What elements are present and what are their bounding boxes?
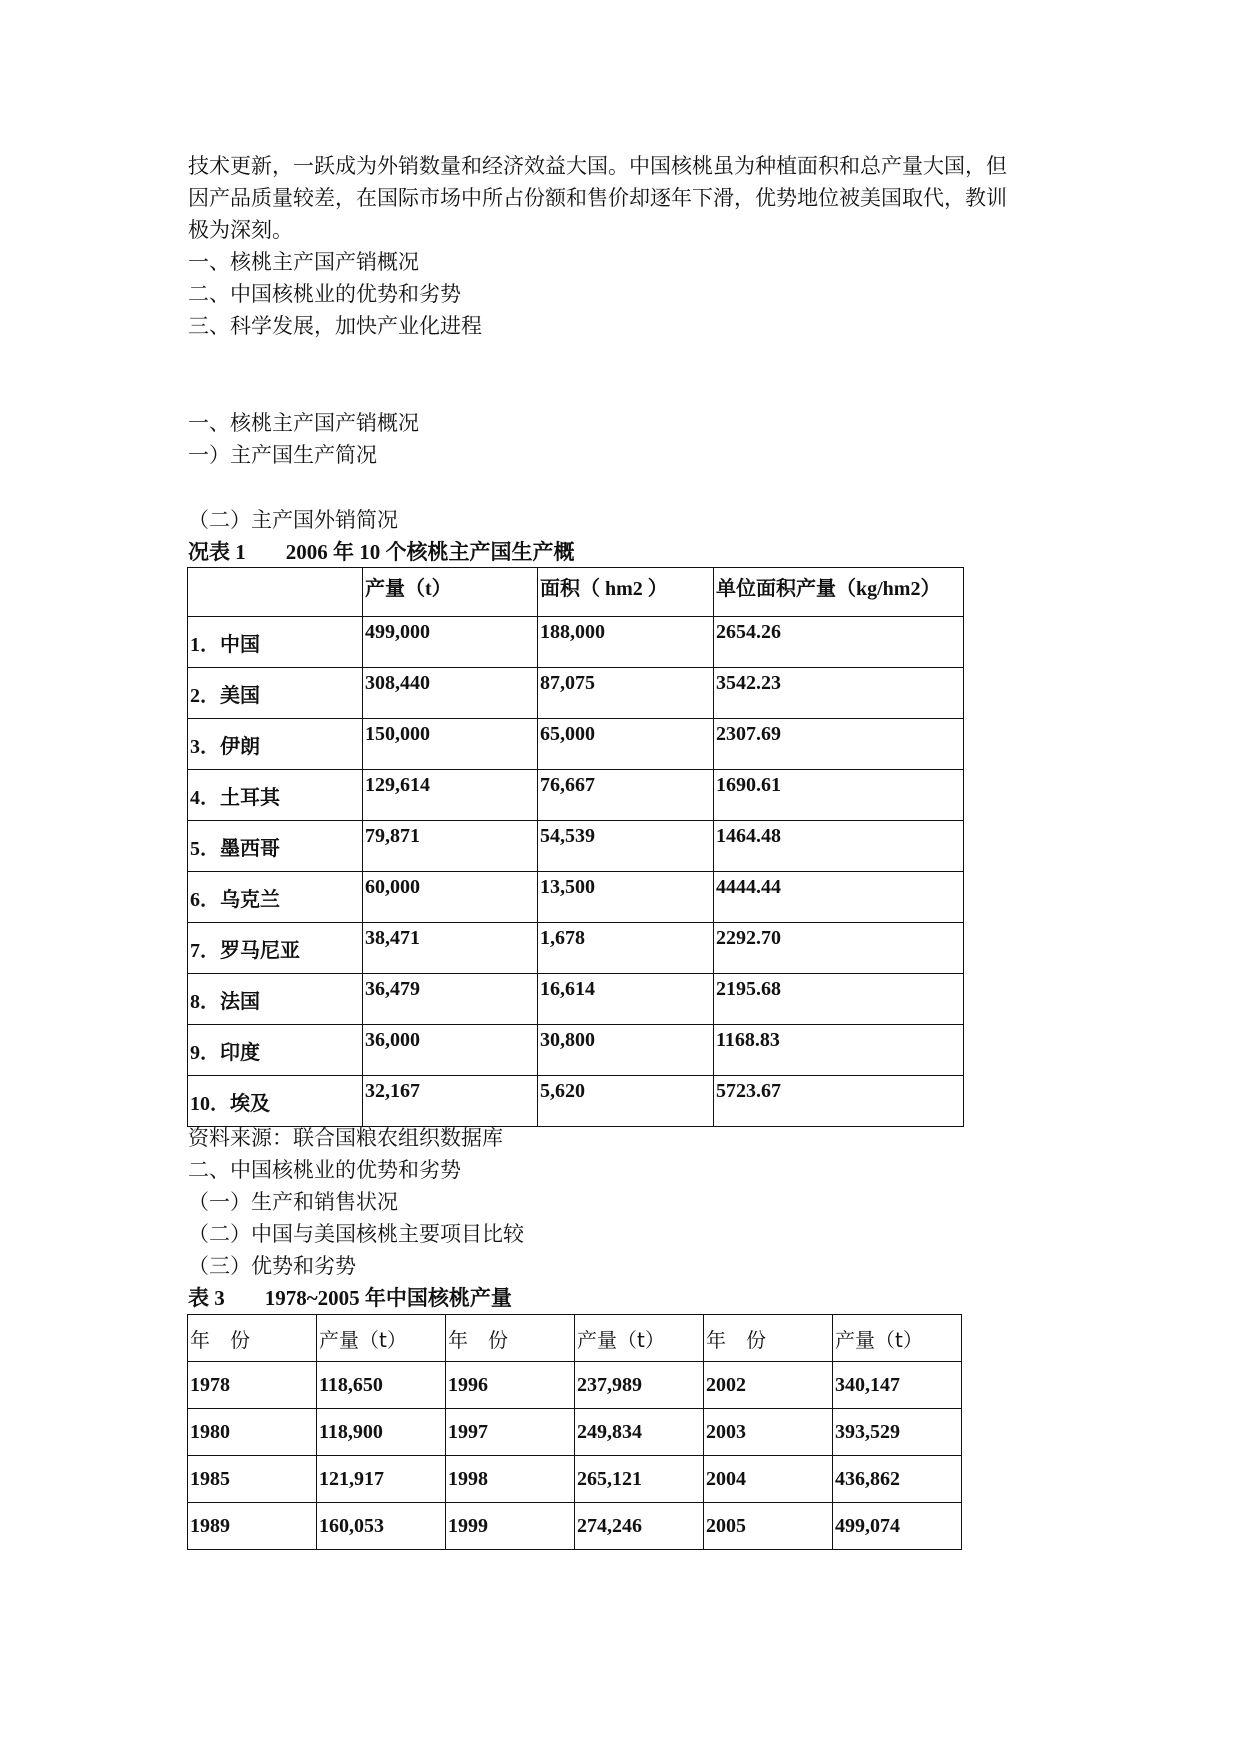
table-cell: 118,650 (317, 1362, 446, 1409)
country-cell: 1．中国 (188, 617, 363, 668)
outline-item: 三、科学发展，加快产业化进程 (188, 314, 482, 338)
table-cell: 2002 (704, 1362, 833, 1409)
table-row (188, 1409, 962, 1456)
table-cell: 1168.83 (714, 1025, 964, 1076)
china-yield-table (187, 1314, 962, 1550)
table-cell: 499,000 (363, 617, 538, 668)
table-cell: 2307.69 (714, 719, 964, 770)
table-cell: 5723.67 (714, 1076, 964, 1127)
table-row (188, 1362, 962, 1409)
table-header-cell: 年 份 (704, 1315, 833, 1362)
table-cell: 60,000 (363, 872, 538, 923)
table-row (188, 770, 964, 821)
country-cell: 6．乌克兰 (188, 872, 363, 923)
table-cell: 265,121 (575, 1456, 704, 1503)
table-row (188, 1025, 964, 1076)
table-cell: 2195.68 (714, 974, 964, 1025)
table-cell: 1980 (188, 1409, 317, 1456)
table-row (188, 821, 964, 872)
table1-caption-label: 况表 1 (188, 540, 246, 564)
table1-caption-title: 2006 年 10 个核桃主产国生产概 (285, 540, 575, 564)
table-cell: 4444.44 (714, 872, 964, 923)
table-cell: 65,000 (538, 719, 714, 770)
table-cell: 499,074 (833, 1503, 962, 1550)
table-cell: 237,989 (575, 1362, 704, 1409)
table-cell: 87,075 (538, 668, 714, 719)
intro-paragraph-line: 技术更新，一跃成为外销数量和经济效益大国。中国核桃虽为种植面积和总产量大国，但 (188, 154, 1007, 178)
table3-caption (188, 1282, 512, 1314)
table-header-cell: 年 份 (188, 1315, 317, 1362)
table-cell: 1690.61 (714, 770, 964, 821)
table-header-cell: 年 份 (446, 1315, 575, 1362)
table-cell: 38,471 (363, 923, 538, 974)
table-header-cell: 产量（t） (317, 1315, 446, 1362)
table-header-row (188, 568, 964, 617)
table-cell: 2654.26 (714, 617, 964, 668)
country-cell: 2．美国 (188, 668, 363, 719)
section-heading: 二、中国核桃业的优势和劣势 (188, 1158, 461, 1182)
table-header-cell (188, 568, 363, 617)
table-row (188, 872, 964, 923)
table-row (188, 1076, 964, 1127)
table-row (188, 719, 964, 770)
table3-caption-title: 1978~2005 年中国核桃产量 (264, 1286, 512, 1310)
subsection-heading: （二）中国与美国核桃主要项目比较 (188, 1222, 524, 1246)
table-cell: 1989 (188, 1503, 317, 1550)
country-cell: 4．土耳其 (188, 770, 363, 821)
table-header-cell: 产量（t） (363, 568, 538, 617)
table-cell: 340,147 (833, 1362, 962, 1409)
table-cell: 30,800 (538, 1025, 714, 1076)
table-header-cell: 产量（t） (575, 1315, 704, 1362)
section-heading: 一、核桃主产国产销概况 (188, 411, 419, 435)
table-cell: 2005 (704, 1503, 833, 1550)
table-row (188, 1456, 962, 1503)
production-table (187, 567, 964, 1127)
table-cell: 1985 (188, 1456, 317, 1503)
table-cell: 1,678 (538, 923, 714, 974)
table-cell: 1464.48 (714, 821, 964, 872)
subsection-heading: （一）生产和销售状况 (188, 1190, 398, 1214)
country-cell: 8．法国 (188, 974, 363, 1025)
country-cell: 5．墨西哥 (188, 821, 363, 872)
table-cell: 2004 (704, 1456, 833, 1503)
table-cell: 1998 (446, 1456, 575, 1503)
table-cell: 76,667 (538, 770, 714, 821)
table-cell: 1999 (446, 1503, 575, 1550)
table-cell: 1997 (446, 1409, 575, 1456)
table-cell: 2292.70 (714, 923, 964, 974)
outline-item: 一、核桃主产国产销概况 (188, 250, 419, 274)
table3-caption-label: 表 3 (188, 1286, 225, 1310)
table-cell: 1996 (446, 1362, 575, 1409)
outline-item: 二、中国核桃业的优势和劣势 (188, 282, 461, 306)
table-cell: 274,246 (575, 1503, 704, 1550)
table-row (188, 923, 964, 974)
table-cell: 36,479 (363, 974, 538, 1025)
table-header-cell: 产量（t） (833, 1315, 962, 1362)
table-cell: 308,440 (363, 668, 538, 719)
country-cell: 10．埃及 (188, 1076, 363, 1127)
subsection-heading: （三）优势和劣势 (188, 1254, 356, 1278)
table-cell: 129,614 (363, 770, 538, 821)
table-cell: 5,620 (538, 1076, 714, 1127)
table-cell: 118,900 (317, 1409, 446, 1456)
table-cell: 150,000 (363, 719, 538, 770)
table-cell: 2003 (704, 1409, 833, 1456)
table-cell: 436,862 (833, 1456, 962, 1503)
table-cell: 393,529 (833, 1409, 962, 1456)
country-cell: 3．伊朗 (188, 719, 363, 770)
country-cell: 7．罗马尼亚 (188, 923, 363, 974)
table-row (188, 668, 964, 719)
table-cell: 79,871 (363, 821, 538, 872)
table-cell: 249,834 (575, 1409, 704, 1456)
subsection-heading: （二）主产国外销简况 (188, 508, 398, 532)
country-cell: 9．印度 (188, 1025, 363, 1076)
table-header-cell: 面积（ hm2 ） (538, 568, 714, 617)
subsection-heading: 一）主产国生产简况 (188, 443, 377, 467)
table-cell: 1978 (188, 1362, 317, 1409)
table-cell: 32,167 (363, 1076, 538, 1127)
table-header-row (188, 1315, 962, 1362)
table1-caption (188, 536, 575, 568)
table-row (188, 974, 964, 1025)
table-cell: 160,053 (317, 1503, 446, 1550)
table-cell: 16,614 (538, 974, 714, 1025)
table-cell: 36,000 (363, 1025, 538, 1076)
table1-source: 资料来源：联合国粮农组织数据库 (188, 1126, 503, 1150)
table-cell: 188,000 (538, 617, 714, 668)
table-header-cell: 单位面积产量（kg/hm2） (714, 568, 964, 617)
intro-paragraph-line: 极为深刻。 (188, 218, 293, 242)
table-cell: 121,917 (317, 1456, 446, 1503)
intro-paragraph-line: 因产品质量较差，在国际市场中所占份额和售价却逐年下滑，优势地位被美国取代，教训 (188, 186, 1007, 210)
table-cell: 54,539 (538, 821, 714, 872)
table-cell: 3542.23 (714, 668, 964, 719)
table-row (188, 617, 964, 668)
table-row (188, 1503, 962, 1550)
table-cell: 13,500 (538, 872, 714, 923)
